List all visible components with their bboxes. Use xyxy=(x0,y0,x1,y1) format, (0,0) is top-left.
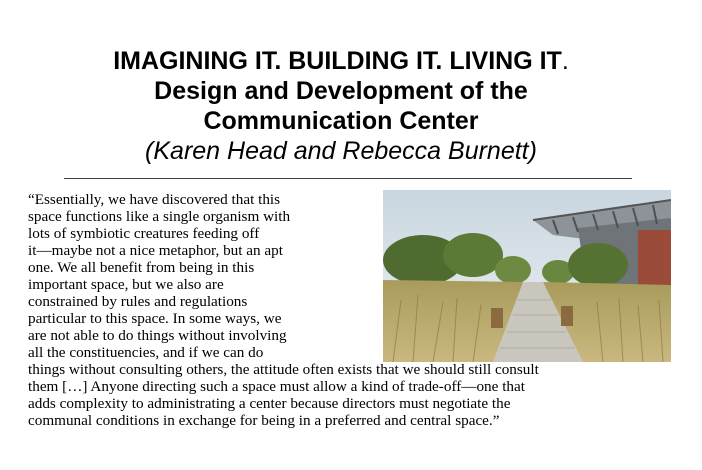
quote-line: important space, but we also are xyxy=(28,276,224,293)
slide-title-block xyxy=(0,46,682,166)
quote-line: space functions like a single organism with xyxy=(28,208,291,225)
quote-line: “Essentially, we have discovered that this xyxy=(28,191,281,208)
quote-line: it—maybe not a nice metaphor, but an apt xyxy=(28,242,283,259)
quote-wrapped-block xyxy=(28,191,373,361)
authors-line: (Karen Head and Rebecca Burnett) xyxy=(145,137,537,165)
quote-line: them […] Anyone directing such a space must allow a kind of trade-off—one that xyxy=(28,378,525,395)
quote-line: communal conditions in exchange for being in a preferred and central space.” xyxy=(28,412,500,429)
quote-line: constrained by rules and regulations xyxy=(28,293,248,310)
quote-line: all the constituencies, and if we can do xyxy=(28,344,264,361)
title-line-3: Communication Center xyxy=(203,107,479,135)
quote-text xyxy=(28,191,688,429)
quote-line: one. We all benefit from being in this xyxy=(28,259,255,276)
quote-line: things without consulting others, the attitude often exists that we should still consult xyxy=(28,361,539,378)
title-line-2: Design and Development of the xyxy=(154,77,528,105)
quote-full-width-block xyxy=(28,361,688,429)
quote-line: are not able to do things without involving xyxy=(28,327,287,344)
quote-line: lots of symbiotic creatures feeding off xyxy=(28,225,260,242)
quote-line: particular to this space. In some ways, we xyxy=(28,310,282,327)
quote-line: adds complexity to administrating a center because directors must negotiate the xyxy=(28,395,511,412)
title-line-1: IMAGINING IT. BUILDING IT. LIVING IT. xyxy=(113,47,569,75)
title-divider xyxy=(64,178,632,179)
